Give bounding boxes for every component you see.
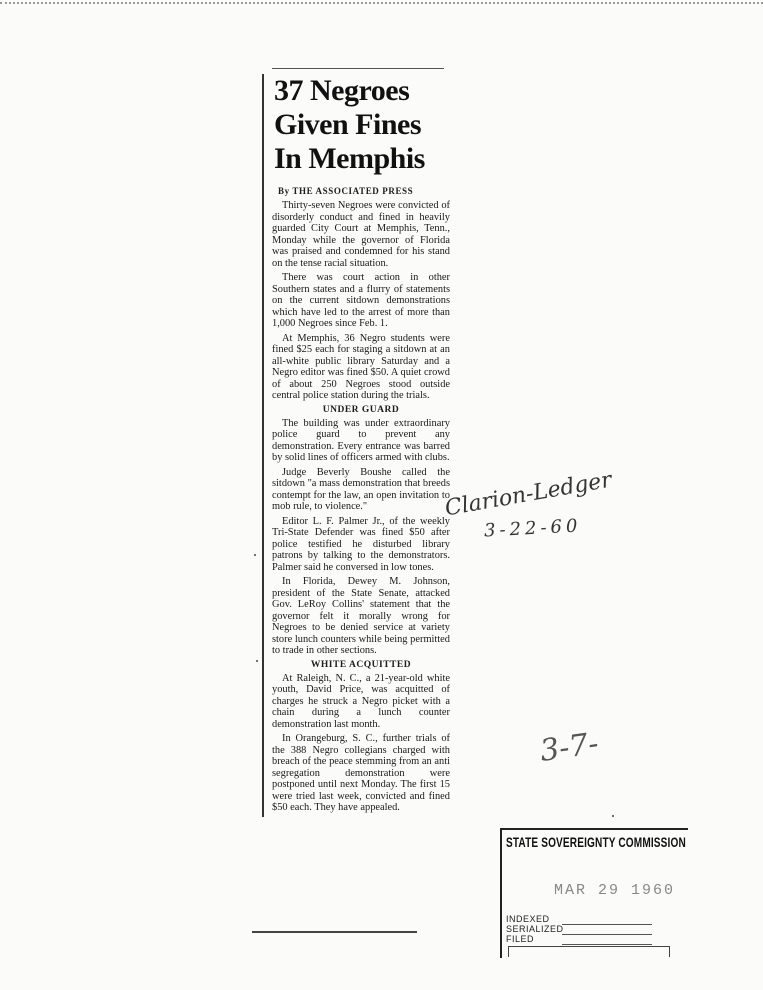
article-subheading: UNDER GUARD [322,404,400,415]
article-paragraph: In Florida, Dewey M. Johnson, president of the State Senate, attacked Gov. LeRoy Collins' statement that the governor felt it morally wrong for Negroes to be denied service at variety store lunch counters while being permitted to trade in other sections. [272,576,450,656]
article-paragraph: The building was under extraordinary police guard to prevent any demonstration. Every entrance was barred by solid lines of officers armed with clubs. [272,417,450,463]
article-subheading: WHITE ACQUITTED [310,659,412,670]
page-top-dotted-rule [0,2,763,4]
newspaper-clipping [262,74,456,817]
article-paragraph: At Memphis, 36 Negro students were fined $25 each for staging a sitdown at an all-white public library Saturday and a Negro editor was fined $50. A quiet crowd of about 250 Negroes stood outside central police station during the trials. [272,332,450,401]
stamp-field-line [562,944,652,945]
scan-speck [256,660,258,662]
scan-speck [254,554,256,556]
clipping-bottom-edge [252,931,417,933]
stamp-label-indexed: INDEXED [506,914,550,924]
handwritten-source-note: Clarion-Ledger [443,467,614,522]
article-body [272,200,450,814]
stamp-box [508,946,670,957]
stamp-date: MAR 29 1960 [554,882,676,899]
stamp-label-serialized: SERIALIZED [506,924,564,934]
commission-stamp [500,828,688,958]
stamp-label-filed: FILED [506,934,535,944]
article-paragraph: In Orangeburg, S. C., further trials of the 388 Negro collegians charged with breach of the peace stemming from an anti segregation demonstration were postponed until next Monday. The first 15 were tried last week, convicted and fined $50 each. They have appealed. [272,733,450,813]
article-paragraph: At Raleigh, N. C., a 21-year-old white youth, David Price, was acquitted of charges he struck a Negro picket with a chain during a lunch counter demonstration last month. [272,672,450,730]
headline-line: Given Fines [274,108,422,141]
stamp-title: STATE SOVEREIGNTY COMMISSION [506,834,686,850]
headline-line: 37 Negroes [274,74,410,107]
stamp-field-line [562,934,652,935]
handwritten-date-note: 3-22-60 [483,515,582,542]
clipping-top-edge [272,68,444,69]
handwritten-scribble: 3-7- [537,726,601,769]
scan-speck [612,815,614,817]
headline-line: In Memphis [274,142,425,175]
clipping-headline [274,74,450,176]
stamp-field-line [562,924,652,925]
article-paragraph: There was court action in other Southern states and a flurry of statements on the current sitdown demonstrations which have led to the arrest of more than 1,000 Negroes since Feb. 1. [272,272,450,329]
article-paragraph: Thirty-seven Negroes were convicted of disorderly conduct and fined in heavily guarded City Court at Memphis, Tenn., Monday while the governor of Florida was praised and condemned for his stand on the tense racial situation. [272,200,450,269]
clipping-byline: By THE ASSOCIATED PRESS [278,186,414,196]
article-paragraph: Judge Beverly Boushe called the sitdown "a mass demonstration that breeds contempt for the law, an open invitation to mob rule, to violence." [272,466,450,512]
article-paragraph: Editor L. F. Palmer Jr., of the weekly Tri-State Defender was fined $50 after police testified he disturbed library patrons by talking to the demonstrators. Palmer said he conversed in low tones. [272,515,450,573]
